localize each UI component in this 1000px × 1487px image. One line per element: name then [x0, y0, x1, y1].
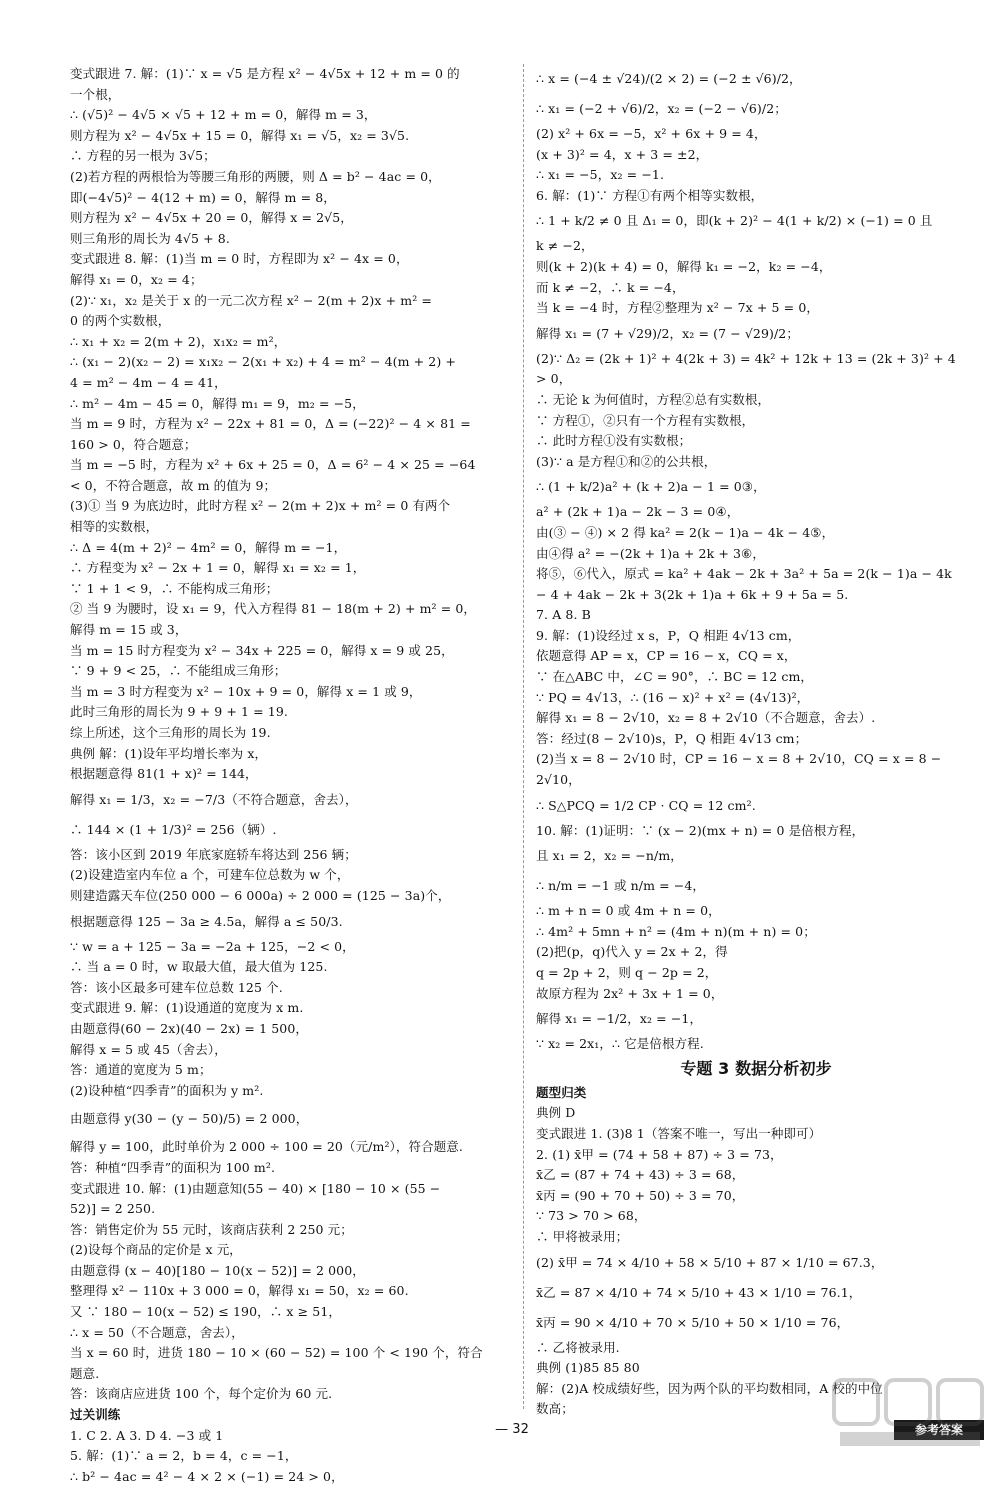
right-column-line: 数高；	[536, 1401, 574, 1417]
right-column-line: 由④得 a² = −(2k + 1)a + 2k + 3⑥，	[536, 545, 765, 561]
left-column-line: < 0，不符合题意，故 m 的值为 9；	[70, 477, 277, 493]
right-column-line: x̄乙 = 87 × 4/10 + 74 × 5/10 + 43 × 1/10 = 76.1，	[536, 1284, 862, 1300]
left-column-line: 变式跟进 7. 解：(1)∵ x = √5 是方程 x² − 4√5x + 12 + m = 0 的	[70, 66, 460, 81]
right-column-line: 典例 (1)85 85 80	[536, 1360, 640, 1376]
answer-key-label: 参考答案	[894, 1420, 984, 1440]
right-column-line: 7. A 8. B	[536, 607, 591, 623]
right-column-line: (2)∵ Δ₂ = (2k + 1)² + 4(2k + 3) = 4k² + 12k + 13 = (2k + 3)² + 4	[536, 350, 956, 366]
right-column-line: q = 2p + 2，则 q − 2p = 2，	[536, 965, 718, 980]
right-column-line: > 0，	[536, 371, 572, 387]
column-divider	[523, 64, 524, 1409]
left-column-line: 解得 m = 15 或 3，	[70, 622, 188, 638]
left-column-line: (2)设种植“四季青”的面积为 y m².	[70, 1082, 264, 1098]
right-column-line: ∴ 无论 k 为何值时，方程②总有实数根，	[536, 391, 771, 407]
left-column-line: 则方程为 x² − 4√5x + 20 = 0，解得 x = 2√5，	[70, 210, 353, 226]
right-column-line: 2. (1) x̄甲 = (74 + 58 + 87) ÷ 3 = 73，	[536, 1146, 783, 1162]
left-column-line: 又 ∵ 180 − 10(x − 52) ≤ 190，∴ x ≥ 51，	[70, 1304, 341, 1320]
left-column-line: 当 m = 9 时，方程为 x² − 22x + 81 = 0，Δ = (−22)² − 4 × 81 =	[70, 416, 471, 432]
right-column-line: 变式跟进 1. (3)8 1（答案不唯一，写出一种即可）	[536, 1125, 822, 1141]
left-column-line: 则建造露天车位(250 000 − 6 000a) ÷ 2 000 = (125 − 3a)个，	[70, 887, 451, 903]
left-column-line: 由题意得 (x − 40)[180 − 10(x − 52)] = 2 000，	[70, 1262, 365, 1278]
left-column-line: 一个根，	[70, 86, 121, 102]
right-column-line: ∵ PQ = 4√13，∴ (16 − x)² + x² = (4√13)²，	[536, 689, 810, 705]
left-column-line: 当 m = 15 时方程变为 x² − 34x + 225 = 0，解得 x = 9 或 25，	[70, 642, 454, 658]
right-column-line: ∴ 1 + k/2 ≠ 0 且 Δ₁ = 0，即(k + 2)² − 4(1 + k/2) × (−1) = 0 且	[536, 213, 933, 229]
right-column-line: − 4 + 4ak − 2k + 3(2k + 1)a + 6k + 9 + 5a = 5.	[536, 586, 849, 602]
right-column-line: (2)把(p，q)代入 y = 2x + 2，得	[536, 944, 728, 960]
right-column	[536, 64, 976, 1420]
right-column-line: ∴ 4m² + 5mn + n² = (4m + n)(m + n) = 0；	[536, 923, 816, 939]
right-column-line: 则(k + 2)(k + 4) = 0，解得 k₁ = −2，k₂ = −4，	[536, 258, 832, 274]
right-column-line: ∴ 此时方程①没有实数根；	[536, 433, 692, 449]
left-column-line: (3)① 当 9 为底边时，此时方程 x² − 2(m + 2)x + m² = 0 有两个	[70, 498, 451, 514]
left-column-line: 52)] = 2 250.	[70, 1201, 156, 1217]
left-column-line: 则三角形的周长为 4√5 + 8.	[70, 230, 230, 246]
right-column-line: 由(③ − ④) × 2 得 ka² = 2(k − 1)a − 4k − 4⑤，	[536, 524, 835, 540]
right-column-line: a² + (2k + 1)a − 2k − 3 = 0④，	[536, 504, 740, 520]
left-column-line: 相等的实数根，	[70, 519, 159, 535]
right-column-line: ∵ 方程①，②只有一个方程有实数根，	[536, 412, 755, 428]
left-column-line: ∴ b² − 4ac = 4² − 4 × 2 × (−1) = 24 > 0，	[70, 1468, 344, 1484]
right-column-line: 且 x₁ = 2，x₂ = −n/m，	[536, 848, 683, 864]
right-column-line: (2) x² + 6x = −5，x² + 6x + 9 = 4，	[536, 126, 767, 141]
right-column-line: 依题意得 AP = x，CP = 16 − x，CQ = x，	[536, 648, 797, 664]
left-column-line: 由题意得(60 − 2x)(40 − 2x) = 1 500，	[70, 1020, 308, 1036]
right-column-line: 当 k = −4 时，方程②整理为 x² − 7x + 5 = 0，	[536, 300, 819, 316]
right-column-line: 典例 D	[536, 1105, 576, 1121]
right-column-line: ∴ 乙将被录用.	[536, 1339, 620, 1355]
left-column-line: ② 当 9 为腰时，设 x₁ = 9，代入方程得 81 − 18(m + 2) + m² = 0，	[70, 601, 477, 617]
left-column-line: 根据题意得 125 − 3a ≥ 4.5a，解得 a ≤ 50/3.	[70, 913, 343, 929]
right-column-line: ∴ S△PCQ = 1/2 CP · CQ = 12 cm².	[536, 797, 756, 813]
right-column-line: (3)∵ a 是方程①和②的公共根，	[536, 453, 717, 469]
right-column-line: ∴ n/m = −1 或 n/m = −4，	[536, 878, 705, 894]
left-column-line: 变式跟进 9. 解：(1)设通道的宽度为 x m.	[70, 1000, 304, 1016]
left-column-line: 由题意得 y(30 − (y − 50)/5) = 2 000，	[70, 1111, 309, 1127]
left-column-line: ∴ (√5)² − 4√5 × √5 + 12 + m = 0，解得 m = 3，	[70, 107, 377, 123]
left-column-line: 答：该商店应进货 100 个，每个定价为 60 元.	[70, 1386, 333, 1402]
left-column-line: 综上所述，这个三角形的周长为 19.	[70, 725, 271, 740]
right-column-line: ∵ 73 > 70 > 68，	[536, 1208, 647, 1224]
left-column-line: ∴ Δ = 4(m + 2)² − 4m² = 0，解得 m = −1，	[70, 539, 347, 555]
left-column-line: (2)设每个商品的定价是 x 元，	[70, 1242, 242, 1258]
right-column-line: ∴ 甲将被录用；	[536, 1228, 629, 1244]
left-column-line: (2)设建造室内车位 a 个，可建车位总数为 w 个，	[70, 867, 350, 883]
left-column-line: 根据题意得 81(1 + x)² = 144，	[70, 766, 258, 782]
left-column-line: 题意.	[70, 1365, 100, 1381]
watermark-logo	[830, 1372, 990, 1452]
left-column-line: (2)∵ x₁，x₂ 是关于 x 的一元二次方程 x² − 2(m + 2)x + m² =	[70, 292, 432, 308]
left-column-line: 即(−4√5)² − 4(12 + m) = 0，解得 m = 8，	[70, 189, 336, 205]
left-column-line: 当 m = −5 时，方程为 x² + 6x + 25 = 0，Δ = 6² − 4 × 25 = −64	[70, 457, 476, 473]
right-column-line: 答：经过(8 − 2√10)s，P，Q 相距 4√13 cm；	[536, 730, 808, 746]
left-column-line: 答：该小区到 2019 年底家庭轿车将达到 256 辆；	[70, 846, 357, 862]
right-column-line: k ≠ −2，	[536, 238, 594, 254]
left-column-line: ∵ w = a + 125 − 3a = −2a + 125，−2 < 0，	[70, 938, 355, 954]
right-column-line: 6. 解：(1)∵ 方程①有两个相等实数根，	[536, 187, 764, 203]
right-column-line: ∴ x = (−4 ± √24)/(2 × 2) = (−2 ± √6)/2，	[536, 71, 802, 86]
right-column-line: (x + 3)² = 4，x + 3 = ±2，	[536, 146, 709, 162]
left-column-line: 0 的两个实数根，	[70, 313, 171, 329]
left-column-line: 答：种植“四季青”的面积为 100 m².	[70, 1159, 276, 1175]
left-column-line: 变式跟进 8. 解：(1)当 m = 0 时，方程即为 x² − 4x = 0，	[70, 251, 409, 267]
right-column-line: ∵ 在△ABC 中，∠C = 90°，∴ BC = 12 cm，	[536, 669, 813, 685]
left-column-line: ∵ 1 + 1 < 9，∴ 不能构成三角形；	[70, 580, 279, 596]
left-column-line: 答：通道的宽度为 5 m；	[70, 1062, 212, 1078]
left-column-line: ∴ 144 × (1 + 1/3)² = 256（辆）.	[70, 821, 277, 837]
right-column-line: 将⑤，⑥代入，原式 = ka² + 4ak − 2k + 3a² + 5a = 2(k − 1)a − 4k	[536, 566, 952, 582]
right-column-line: (2) x̄甲 = 74 × 4/10 + 58 × 5/10 + 87 × 1/10 = 67.3，	[536, 1254, 884, 1270]
right-column-line: 而 k ≠ −2，∴ k = −4，	[536, 279, 685, 295]
right-column-line: ∴ m + n = 0 或 4m + n = 0，	[536, 903, 721, 919]
right-column-line: 10. 解：(1)证明：∵ (x − 2)(mx + n) = 0 是倍根方程，	[536, 822, 865, 838]
right-column-line: 题型归类	[536, 1084, 587, 1100]
right-column-line: ∴ (1 + k/2)a² + (k + 2)a − 1 = 0③，	[536, 479, 766, 495]
left-column-line: ∴ m² − 4m − 45 = 0，解得 m₁ = 9，m₂ = −5，	[70, 395, 365, 411]
right-column-line: 解得 x₁ = −1/2，x₂ = −1，	[536, 1011, 703, 1027]
right-column-line: 解得 x₁ = (7 + √29)/2，x₂ = (7 − √29)/2；	[536, 325, 799, 341]
right-column-line: 解得 x₁ = 8 − 2√10，x₂ = 8 + 2√10（不合题意，舍去）.	[536, 710, 876, 726]
left-column-line: ∴ x₁ + x₂ = 2(m + 2)，x₁x₂ = m²，	[70, 333, 287, 349]
left-column-line: (2)若方程的两根恰为等腰三角形的两腰，则 Δ = b² − 4ac = 0，	[70, 168, 441, 184]
left-column-line: 4 = m² − 4m − 4 = 41，	[70, 374, 227, 390]
left-column-line: 变式跟进 10. 解：(1)由题意知(55 − 40) × [180 − 10 × (55 −	[70, 1180, 441, 1196]
left-column-line: 整理得 x² − 110x + 3 000 = 0，解得 x₁ = 50，x₂ = 60.	[70, 1283, 409, 1299]
right-column-line: x̄乙 = (87 + 74 + 43) ÷ 3 = 68，	[536, 1167, 745, 1183]
right-column-line: 2√10，	[536, 772, 581, 788]
left-column-line: ∴ 方程变为 x² − 2x + 1 = 0，解得 x₁ = x₂ = 1，	[70, 560, 366, 576]
left-column-line: ∴ (x₁ − 2)(x₂ − 2) = x₁x₂ − 2(x₁ + x₂) + 4 = m² − 4(m + 2) +	[70, 354, 456, 370]
left-column-line: 此时三角形的周长为 9 + 9 + 1 = 19.	[70, 704, 288, 720]
right-column-line: 解：(2)A 校成绩好些，因为两个队的平均数相同，A 校的中位	[536, 1380, 883, 1396]
left-column-line: 过关训练	[70, 1407, 121, 1423]
left-column-line: ∴ 方程的另一根为 3√5；	[70, 148, 216, 164]
page-number: — 32	[482, 1422, 542, 1437]
right-column-line: (2)当 x = 8 − 2√10 时，CP = 16 − x = 8 + 2√10，CQ = x = 8 −	[536, 751, 942, 767]
left-column-line: ∴ 当 a = 0 时，w 取最大值，最大值为 125.	[70, 959, 328, 975]
right-column-line: ∴ x₁ = −5，x₂ = −1.	[536, 167, 665, 183]
right-column-line: 9. 解：(1)设经过 x s，P，Q 相距 4√13 cm，	[536, 627, 801, 643]
right-column-line: ∵ x₂ = 2x₁，∴ 它是倍根方程.	[536, 1036, 704, 1052]
right-column-line: 专题 3 数据分析初步	[680, 1058, 832, 1078]
left-column-line: 当 x = 60 时，进货 180 − 10 × (60 − 52) = 100 个 < 190 个，符合	[70, 1345, 483, 1361]
right-column-line: x̄丙 = (90 + 70 + 50) ÷ 3 = 70，	[536, 1187, 745, 1203]
left-column-line: 解得 x₁ = 1/3，x₂ = −7/3（不符合题意，舍去），	[70, 791, 358, 807]
left-column-line: ∵ 9 + 9 < 25，∴ 不能组成三角形；	[70, 663, 287, 679]
right-column-line: ∴ x₁ = (−2 + √6)/2，x₂ = (−2 − √6)/2；	[536, 101, 787, 116]
right-column-line: x̄丙 = 90 × 4/10 + 70 × 5/10 + 50 × 1/10 = 76，	[536, 1314, 850, 1330]
left-column-line: 160 > 0，符合题意；	[70, 436, 197, 452]
left-column-line: 1. C 2. A 3. D 4. −3 或 1	[70, 1427, 224, 1443]
right-column-line: 故原方程为 2x² + 3x + 1 = 0，	[536, 985, 724, 1001]
left-column-line: 当 m = 3 时方程变为 x² − 10x + 9 = 0，解得 x = 1 或 9，	[70, 683, 422, 699]
left-column-line: 解得 x₁ = 0，x₂ = 4；	[70, 271, 203, 287]
left-column-line: 答：该小区最多可建车位总数 125 个.	[70, 979, 283, 995]
left-column-line: 解得 y = 100，此时单价为 2 000 ÷ 100 = 20（元/m²），符合题意.	[70, 1139, 463, 1155]
left-column-line: 典例 解：(1)设年平均增长率为 x，	[70, 745, 268, 761]
left-column-line: 5. 解：(1)∵ a = 2，b = 4，c = −1，	[70, 1448, 298, 1464]
left-column-line: ∴ x = 50（不合题意，舍去），	[70, 1324, 244, 1340]
left-column	[70, 64, 510, 1487]
left-column-line: 答：销售定价为 55 元时，该商店获利 2 250 元；	[70, 1221, 353, 1237]
left-column-line: 则方程为 x² − 4√5x + 15 = 0，解得 x₁ = √5，x₂ = 3√5.	[70, 127, 410, 143]
left-column-line: 解得 x = 5 或 45（舍去），	[70, 1041, 227, 1057]
